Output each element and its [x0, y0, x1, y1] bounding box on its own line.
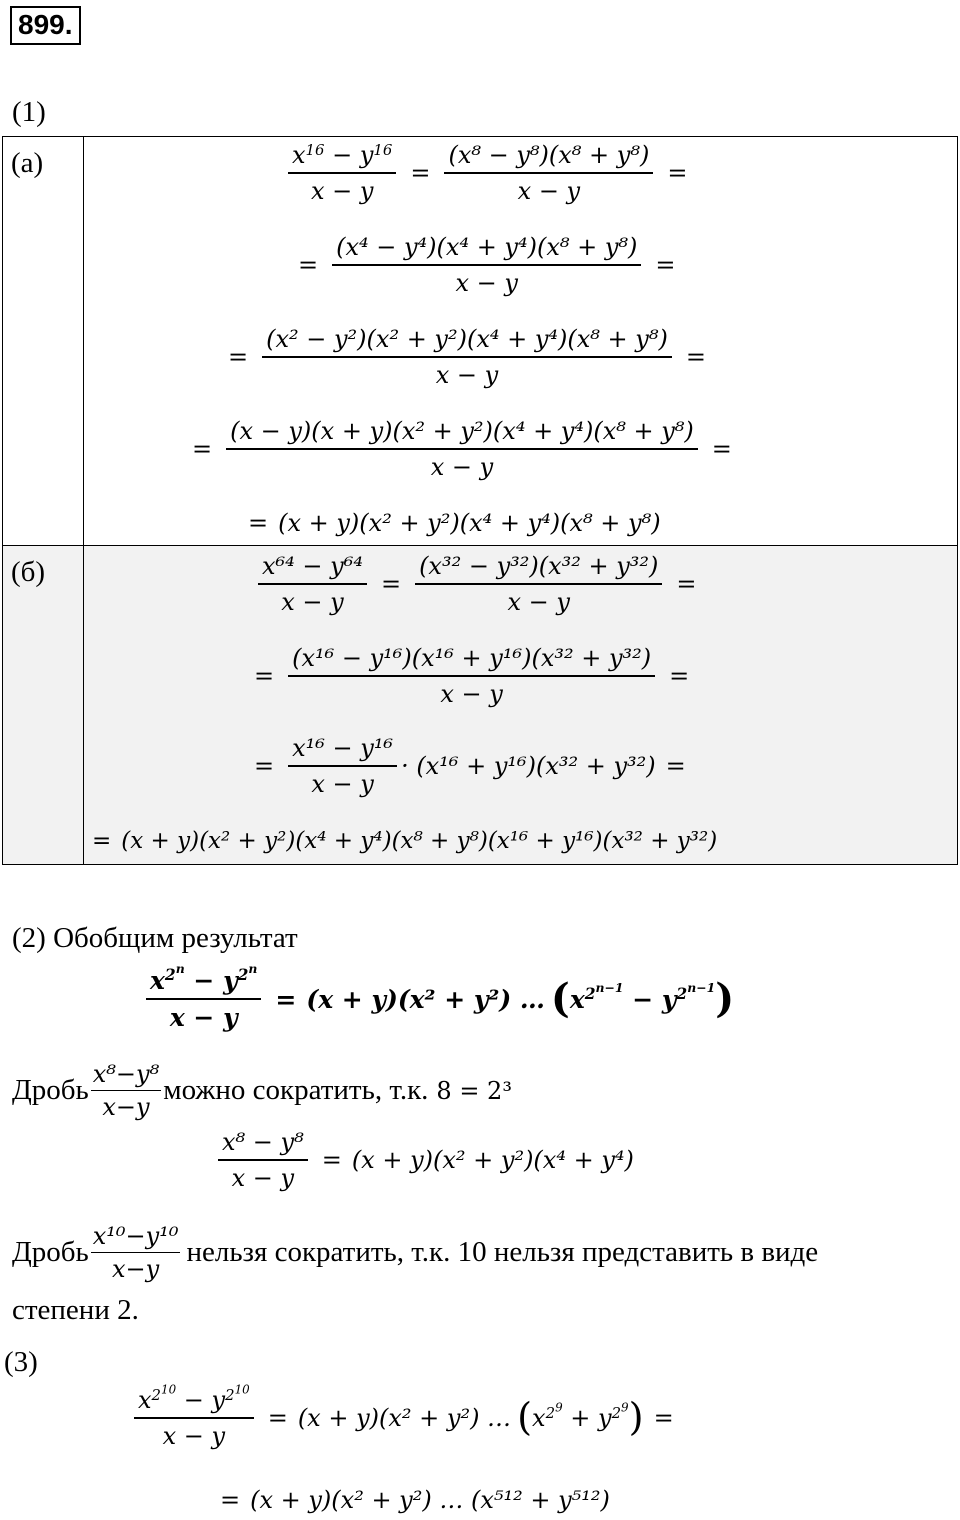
- text-line-2-b: нельзя сократить, т.к. 10 нельзя представить в виде: [186, 1236, 819, 1268]
- row-b: [3, 546, 958, 865]
- text-line-3: степени 2.: [12, 1294, 139, 1326]
- text-line-2-fraction: [91, 1222, 181, 1283]
- text-line-1-c: 8 = 2³: [436, 1076, 512, 1105]
- b-line-3: = $\frac{\text{x¹⁶ − y¹⁶}}{x - y}$ · (x¹⁶ + y¹⁶)(x³² + y³²) =: [254, 734, 686, 798]
- text-line-2-frac-num: x¹⁰−y¹⁰: [92, 1222, 179, 1250]
- b-l4-result: (x + y)(x² + y²)(x⁴ + y⁴)(x⁸ + y⁸)(x¹⁶ + y¹⁶)(x³² + y³²): [121, 828, 718, 854]
- text-line-1: [12, 1060, 512, 1121]
- problem-number: 899.: [10, 6, 81, 45]
- a-l1-lhs-num: $x^{16} - y^{16}$: [292, 140, 393, 169]
- a-l2-num: (x⁴ − y⁴)(x⁴ + y⁴)(x⁸ + y⁸): [336, 233, 638, 261]
- a-l4-den: x − y: [226, 448, 698, 481]
- a-l3-fraction: [262, 325, 672, 389]
- part3-formula: $\frac{x^{2^{10}} - y^{2^{10}}}{x - y}$ = (x + y)(x² + y²) … ( $x^{2^9} + y^{2^9}$ ) =: [130, 1386, 684, 1450]
- b-line-1: $\frac{\text{x⁶⁴ − y⁶⁴}}{x - y}$ = $\frac{\text{(x³² − y³²)(x³² + y³²)}}{x - y}$ =: [254, 552, 707, 616]
- a-line-1: $\frac{x^{16} - y^{16}}{x - y}$ = $\frac{\text{(x⁸ − y⁸)(x⁸ + y⁸)}}{x - y}$ =: [284, 141, 697, 205]
- part3-num: $x^{2^{10}} - y^{2^{10}}$: [138, 1382, 250, 1414]
- part1-label: (1): [12, 96, 46, 128]
- row-a-label: (а): [3, 137, 84, 546]
- text-line-2-a: Дробь: [12, 1236, 89, 1268]
- a-l1-rhs-den: x − y: [444, 172, 653, 205]
- part3-rhs: (x + y)(x² + y²) …: [297, 1404, 512, 1432]
- text-line-2-frac-den: x−y: [91, 1252, 181, 1283]
- formula-x8-rhs: (x + y)(x² + y²)(x⁴ + y⁴): [351, 1146, 634, 1174]
- text-line-1-frac-num: x⁸−y⁸: [92, 1060, 160, 1088]
- a-l4-num: (x − y)(x + y)(x² + y²)(x⁴ + y⁴)(x⁸ + y⁸): [230, 417, 694, 445]
- a-line-5: = (x + y)(x² + y²)(x⁴ + y⁴)(x⁸ + y⁸): [248, 509, 661, 537]
- a-l1-lhs-den: x − y: [288, 172, 396, 205]
- general-formula-den: x − y: [146, 998, 261, 1032]
- b-l3-den: x − y: [288, 765, 397, 798]
- a-l5-result: (x + y)(x² + y²)(x⁴ + y⁴)(x⁸ + y⁸): [278, 509, 661, 537]
- part3-fraction: [134, 1382, 254, 1450]
- a-line-4: = $\frac{\text{(x − y)(x + y)(x² + y²)(x⁴ + y⁴)(x⁸ + y⁸)}}{x - y}$ =: [192, 417, 732, 481]
- text-line-1-a: Дробь: [12, 1074, 89, 1106]
- b-l1-lhs-fraction: [258, 552, 367, 616]
- b-l1-lhs-num: x⁶⁴ − y⁶⁴: [262, 552, 363, 580]
- b-l1-lhs-den: x − y: [258, 583, 367, 616]
- b-line-2: = $\frac{\text{(x¹⁶ − y¹⁶)(x¹⁶ + y¹⁶)(x³² + y³²)}}{x - y}$ =: [254, 644, 690, 708]
- part3-last-factor: $x^{2^9} + y^{2^9}$: [532, 1400, 629, 1432]
- b-l1-rhs-num: (x³² − y³²)(x³² + y³²): [419, 552, 659, 580]
- a-l2-fraction: [332, 233, 641, 297]
- part2-heading: (2) Обобщим результат: [12, 922, 298, 954]
- general-formula-rhs: (x + y)(x² + y²) …: [306, 984, 545, 1014]
- text-line-1-fraction: [91, 1060, 161, 1121]
- row-b-body: [84, 546, 958, 865]
- formula-x8-fraction: [218, 1128, 308, 1192]
- row-b-label: (б): [3, 546, 84, 865]
- b-l2-num: (x¹⁶ − y¹⁶)(x¹⁶ + y¹⁶)(x³² + y³²): [292, 644, 652, 672]
- b-l2-den: x − y: [288, 675, 655, 708]
- a-l2-den: x − y: [332, 264, 641, 297]
- formula-x8-den: x − y: [218, 1159, 308, 1192]
- b-l2-fraction: [288, 644, 655, 708]
- row-a: [3, 137, 958, 546]
- part3-line-2: = (x + y)(x² + y²) … (x⁵¹² + y⁵¹²): [220, 1486, 610, 1514]
- formula-x8: $\frac{\text{x⁸ − y⁸}}{x - y}$ = (x + y)(x² + y²)(x⁴ + y⁴): [214, 1128, 634, 1192]
- part3-result: (x + y)(x² + y²) … (x⁵¹² + y⁵¹²): [250, 1486, 610, 1514]
- general-formula-last-factor: $x^{2^{n-1}} - y^{2^{n-1}}$: [569, 980, 716, 1014]
- solution-table: [2, 136, 958, 865]
- a-l3-den: x − y: [262, 356, 672, 389]
- b-line-4: = (x + y)(x² + y²)(x⁴ + y⁴)(x⁸ + y⁸)(x¹⁶ + y¹⁶)(x³² + y³²): [92, 828, 718, 854]
- part3-den: x − y: [134, 1417, 254, 1450]
- text-line-2: [12, 1222, 818, 1283]
- part3-label: (3): [4, 1346, 38, 1378]
- general-formula-num: $x^{2^n} - y^{2^n}$: [150, 961, 258, 995]
- b-l3-num: x¹⁶ − y¹⁶: [292, 734, 394, 762]
- a-l4-fraction: [226, 417, 698, 481]
- b-l1-rhs-den: x − y: [415, 583, 662, 616]
- formula-x8-num: x⁸ − y⁸: [222, 1128, 304, 1156]
- general-formula-fraction: [146, 961, 261, 1032]
- text-line-1-frac-den: x−y: [91, 1090, 161, 1121]
- a-l1-rhs-fraction: [444, 141, 653, 205]
- row-a-body: [84, 137, 958, 546]
- text-line-1-b: можно сократить, т.к.: [163, 1074, 429, 1106]
- general-formula: $\frac{x^{2^n} - y^{2^n}}{x - y}$ = (x + y)(x² + y²) … ( $x^{2^{n-1}} - y^{2^{n-1}}$ ): [142, 966, 734, 1032]
- b-l3-fraction: [288, 734, 397, 798]
- b-l3-rest: · (x¹⁶ + y¹⁶)(x³² + y³²): [401, 752, 656, 780]
- a-line-3: = $\frac{\text{(x² − y²)(x² + y²)(x⁴ + y⁴)(x⁸ + y⁸)}}{x - y}$ =: [228, 325, 706, 389]
- b-l1-rhs-fraction: [415, 552, 662, 616]
- a-line-2: = $\frac{\text{(x⁴ − y⁴)(x⁴ + y⁴)(x⁸ + y⁸)}}{x - y}$ =: [298, 233, 676, 297]
- a-l1-rhs-num: (x⁸ − y⁸)(x⁸ + y⁸): [448, 141, 650, 169]
- a-l3-num: (x² − y²)(x² + y²)(x⁴ + y⁴)(x⁸ + y⁸): [266, 325, 668, 353]
- a-l1-lhs-fraction: [288, 141, 396, 205]
